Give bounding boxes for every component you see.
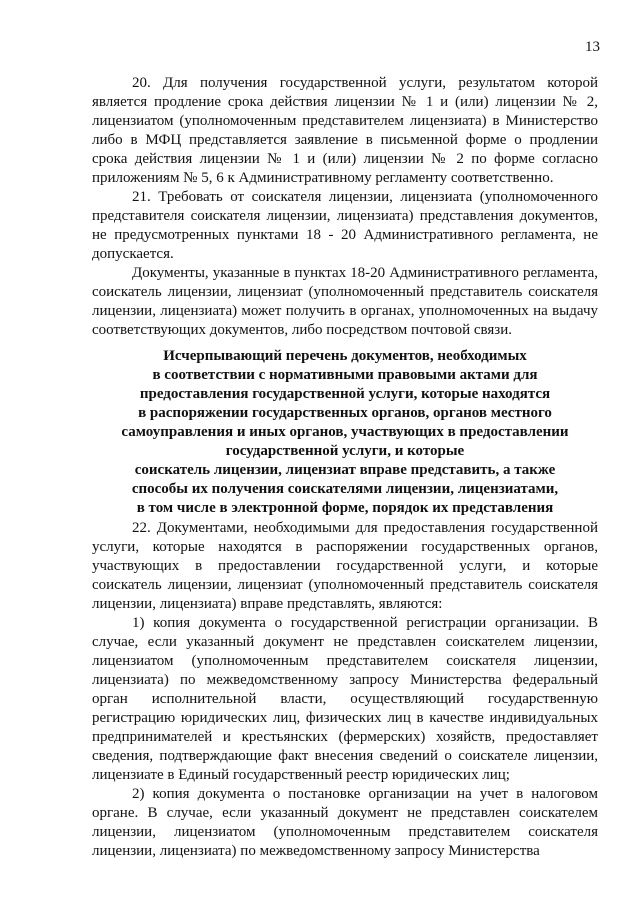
paragraph-21: 21. Требовать от соискателя лицензии, лицензиата (уполномоченного представителя соискателя лицензии, лицензиата) представления документов, не предусмотренных пунктами 18 - 20 Административного регламента, не допускается. [92, 189, 598, 262]
heading-line: государственной услуги, и которые [225, 443, 465, 459]
list-item-2: 2) копия документа о постановке организации на учет в налоговом органе. В случае, если указанный документ не представлен соискателем лицензии, лицензиатом (уполномоченным представителем соискателя лицензии, лицензиата) по межведомственному запросу Министерства [92, 786, 598, 859]
paragraph-documents-obtain: Документы, указанные в пунктах 18-20 Административного регламента, соискатель лицензии, лицензиат (уполномоченный представитель соискателя лицензии, лицензиата) может получить в органах, уполномоченных на выдачу соответствующих документов, либо посредством почтовой связи. [92, 265, 598, 338]
heading-line: в распоряжении государственных органов, органов местного [138, 405, 552, 421]
heading-line: в том числе в электронной форме, порядок их представления [136, 500, 554, 516]
heading-line: соискатель лицензии, лицензиат вправе представить, а также [134, 462, 556, 478]
paragraph-22: 22. Документами, необходимыми для предоставления государственной услуги, которые находятся в распоряжении государственных органов, участвующих в предоставлении государственной услуги, и которые соискатель лицензии, лицензиат (уполномоченный представитель соискателя лицензии, лицензиата) вправе представлять, являются: [92, 520, 598, 612]
heading-line: предоставления государственной услуги, которые находятся [139, 386, 551, 402]
heading-line: в соответствии с нормативными правовыми актами для [152, 367, 538, 383]
heading-line: способы их получения соискателями лицензии, лицензиатами, [131, 481, 559, 497]
section-paragraph-22 [92, 519, 598, 861]
section-paragraphs-20-21 [92, 74, 598, 340]
page-number: 13 [585, 39, 600, 55]
heading-line: Исчерпывающий перечень документов, необходимых [163, 348, 527, 364]
heading-line: самоуправления и иных органов, участвующих в предоставлении [121, 424, 569, 440]
section-heading [92, 347, 598, 518]
paragraph-20: 20. Для получения государственной услуги, результатом которой является продление срока действия лицензии № 1 и (или) лицензии № 2, лицензиатом (уполномоченным представителем лицензиата) в Министерство либо в МФЦ представляется заявление в письменной форме о продлении срока действия лицензии № 1 и (или) лицензии № 2 по форме согласно приложениям № 5, 6 к Административному регламенту соответственно. [92, 75, 598, 186]
list-item-1: 1) копия документа о государственной регистрации организации. В случае, если указанный документ не представлен соискателем лицензии, лицензиатом (уполномоченным представителем соискателя лицензии, лицензиата) по межведомственному запросу Министерства федеральный орган исполнительной власти, осуществляющий государственную регистрацию юридических лиц, физических лиц в качестве индивидуальных предпринимателей и крестьянских (фермерских) хозяйств, предоставляет сведения, подтверждающие факт внесения сведений о соискателе лицензии, лицензиате в Единый государственный реестр юридических лиц; [92, 615, 598, 783]
